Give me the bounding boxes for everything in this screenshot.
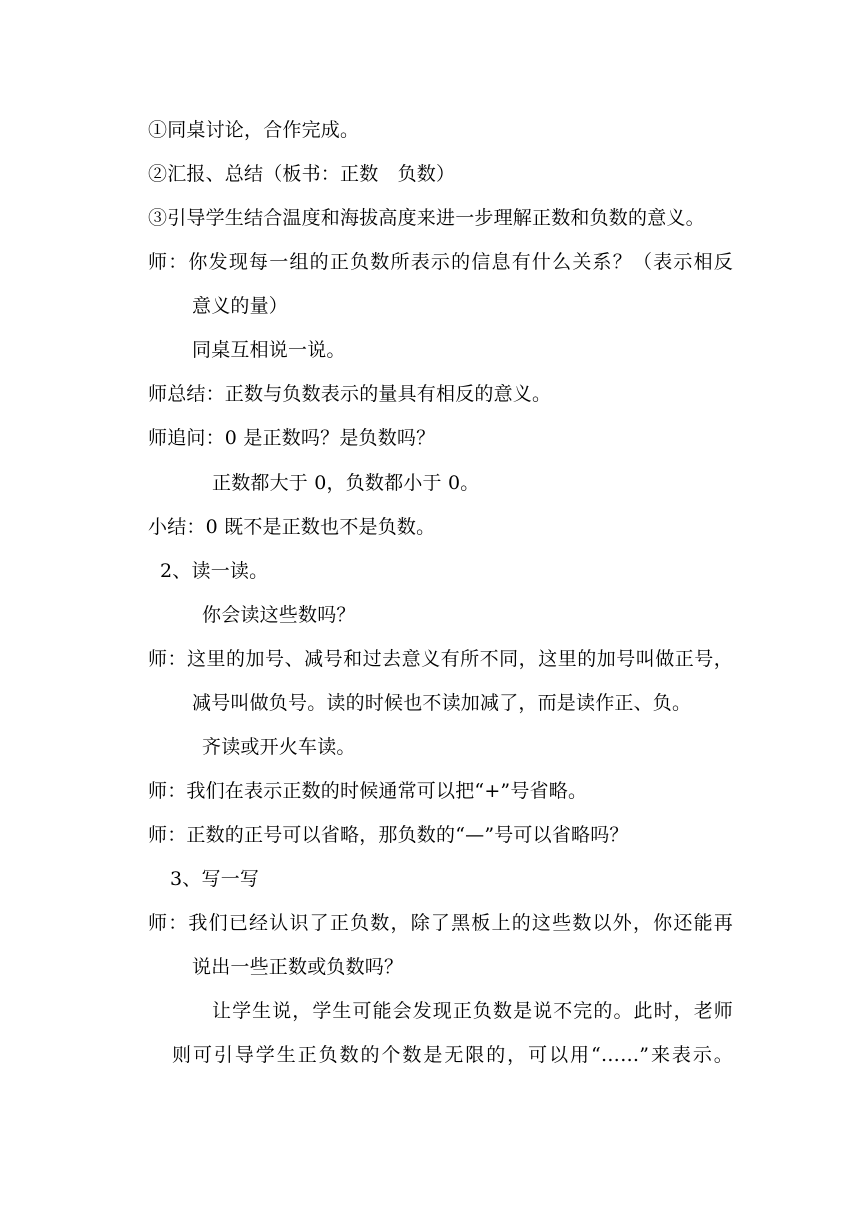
text-line-6: 同桌互相说一说。: [192, 339, 346, 361]
text-line-12: 你会读这些数吗？: [202, 604, 356, 626]
text-line-11: 2、读一读。: [160, 560, 269, 582]
text-line-18: 3、写一写: [170, 868, 260, 890]
text-line-2: ②汇报、总结（板书：正数 负数）: [148, 163, 456, 185]
text-line-13: 师：这里的加号、减号和过去意义有所不同，这里的加号叫做正号，: [148, 648, 733, 670]
text-line-20: 说出一些正数或负数吗？: [192, 956, 404, 978]
text-line-21: 让学生说，学生可能会发现正负数是说不完的。此时，老师: [212, 1000, 733, 1022]
text-line-5: 意义的量）: [192, 295, 289, 317]
text-line-1: ①同桌讨论，合作完成。: [148, 119, 360, 141]
text-line-9: 正数都大于 0，负数都小于 0。: [212, 472, 480, 494]
text-line-7: 师总结：正数与负数表示的量具有相反的意义。: [148, 383, 552, 405]
text-line-4: 师：你发现每一组的正负数所表示的信息有什么关系？（表示相反: [148, 251, 733, 273]
text-line-10: 小结：0 既不是正数也不是负数。: [148, 516, 436, 538]
text-line-17: 师：正数的正号可以省略，那负数的“—”号可以省略吗？: [148, 824, 629, 846]
text-line-19: 师：我们已经认识了正负数，除了黑板上的这些数以外，你还能再: [148, 912, 733, 934]
text-line-16: 师：我们在表示正数的时候通常可以把“+”号省略。: [148, 780, 588, 802]
text-line-3: ③引导学生结合温度和海拔高度来进一步理解正数和负数的意义。: [148, 207, 705, 229]
text-line-22: 则可引导学生正负数的个数是无限的，可以用“……”来表示。: [172, 1044, 733, 1066]
text-line-8: 师追问：0 是正数吗？是负数吗？: [148, 427, 436, 449]
text-line-15: 齐读或开火车读。: [202, 736, 356, 758]
text-line-14: 减号叫做负号。读的时候也不读加减了，而是读作正、负。: [192, 692, 692, 714]
